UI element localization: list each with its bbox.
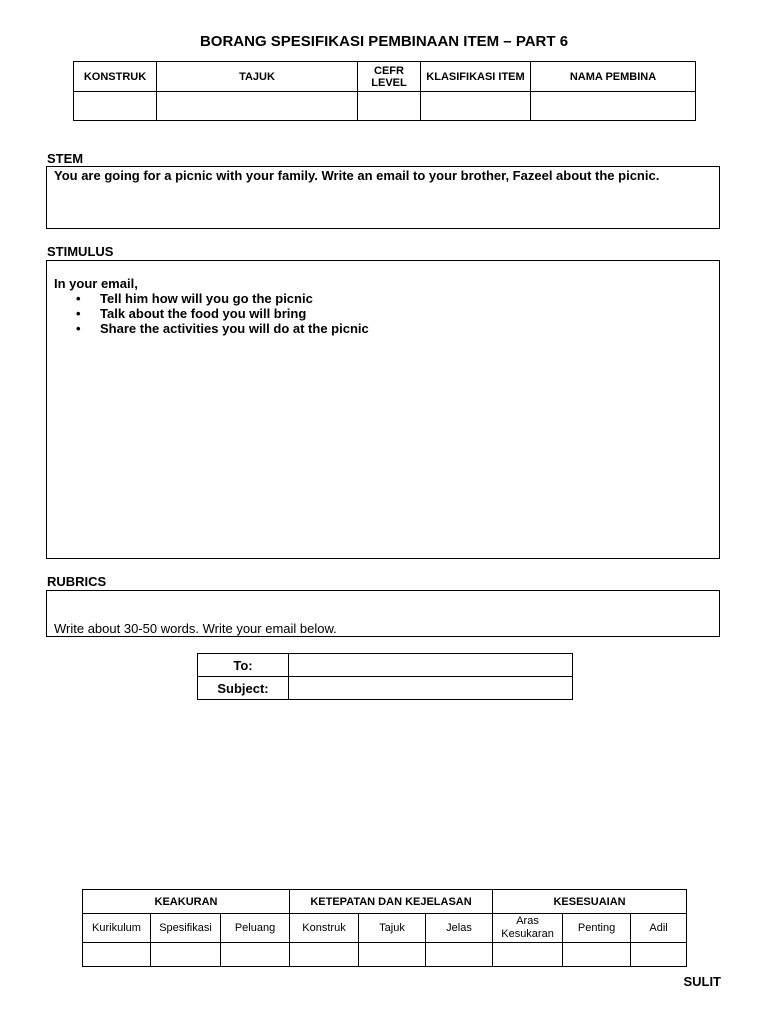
header-klasifikasi-item: KLASIFIKASI ITEM <box>421 62 531 92</box>
group-ketepatan-dan-kejelasan: KETEPATAN DAN KEJELASAN <box>290 890 493 914</box>
to-label: To: <box>198 654 289 677</box>
criterion-tajuk: Tajuk <box>359 914 426 943</box>
header-konstruk: KONSTRUK <box>74 62 157 92</box>
stimulus-bullet-text: Share the activities you will do at the picnic <box>100 321 369 336</box>
spesifikasi-field[interactable] <box>151 943 221 967</box>
stimulus-bullet-text: Tell him how will you go the picnic <box>100 291 313 306</box>
page-title: BORANG SPESIFIKASI PEMBINAAN ITEM – PART 6 <box>199 33 569 50</box>
subject-field[interactable] <box>289 677 573 700</box>
to-field[interactable] <box>289 654 573 677</box>
evaluation-table <box>82 889 687 967</box>
stimulus-intro: In your email, <box>54 276 138 291</box>
criterion-penting: Penting <box>563 914 631 943</box>
stimulus-bullet <box>76 306 719 321</box>
stem-box <box>46 166 720 229</box>
rubrics-label: RUBRICS <box>47 574 107 589</box>
header-tajuk: TAJUK <box>157 62 358 92</box>
stimulus-bullet <box>76 321 719 336</box>
criterion-konstruk: Konstruk <box>290 914 359 943</box>
kurikulum-field[interactable] <box>83 943 151 967</box>
classification-label: SULIT <box>683 974 721 989</box>
email-form-table <box>197 653 573 700</box>
aras-kesukaran-field[interactable] <box>493 943 563 967</box>
criterion-aras-line2: Kesukaran <box>501 928 554 940</box>
criterion-kurikulum: Kurikulum <box>83 914 151 943</box>
subject-label: Subject: <box>198 677 289 700</box>
konstruk-score-field[interactable] <box>290 943 359 967</box>
adil-field[interactable] <box>631 943 687 967</box>
stem-label: STEM <box>47 151 84 166</box>
header-cefr-level <box>358 62 421 92</box>
header-nama-pembina: NAMA PEMBINA <box>531 62 696 92</box>
stimulus-bullet-list <box>54 291 719 336</box>
nama-pembina-field[interactable] <box>531 92 696 121</box>
bullet-icon: • <box>76 291 81 306</box>
tajuk-field[interactable] <box>157 92 358 121</box>
criterion-jelas: Jelas <box>426 914 493 943</box>
item-header-table <box>73 61 696 121</box>
jelas-field[interactable] <box>426 943 493 967</box>
bullet-icon: • <box>76 306 81 321</box>
rubrics-box <box>46 590 720 637</box>
criterion-spesifikasi: Spesifikasi <box>151 914 221 943</box>
stimulus-bullet <box>76 291 719 306</box>
rubrics-text: Write about 30-50 words. Write your email below. <box>54 621 337 636</box>
stimulus-bullet-text: Talk about the food you will bring <box>100 306 307 321</box>
group-kesesuaian: KESESUAIAN <box>493 890 687 914</box>
header-cefr-line2: LEVEL <box>371 76 407 89</box>
bullet-icon: • <box>76 321 81 336</box>
stimulus-label: STIMULUS <box>47 244 114 259</box>
criterion-peluang: Peluang <box>221 914 290 943</box>
peluang-field[interactable] <box>221 943 290 967</box>
criterion-adil: Adil <box>631 914 687 943</box>
criterion-aras-kesukaran <box>493 914 563 943</box>
cefr-level-field[interactable] <box>358 92 421 121</box>
header-cefr-line1: CEFR <box>374 64 404 77</box>
group-keakuran: KEAKURAN <box>83 890 290 914</box>
criterion-aras-line1: Aras <box>516 915 539 927</box>
tajuk-score-field[interactable] <box>359 943 426 967</box>
konstruk-field[interactable] <box>74 92 157 121</box>
penting-field[interactable] <box>563 943 631 967</box>
stem-text: You are going for a picnic with your family. Write an email to your brother, Fazeel about the picnic. <box>54 168 660 183</box>
klasifikasi-item-field[interactable] <box>421 92 531 121</box>
stimulus-box <box>46 260 720 559</box>
